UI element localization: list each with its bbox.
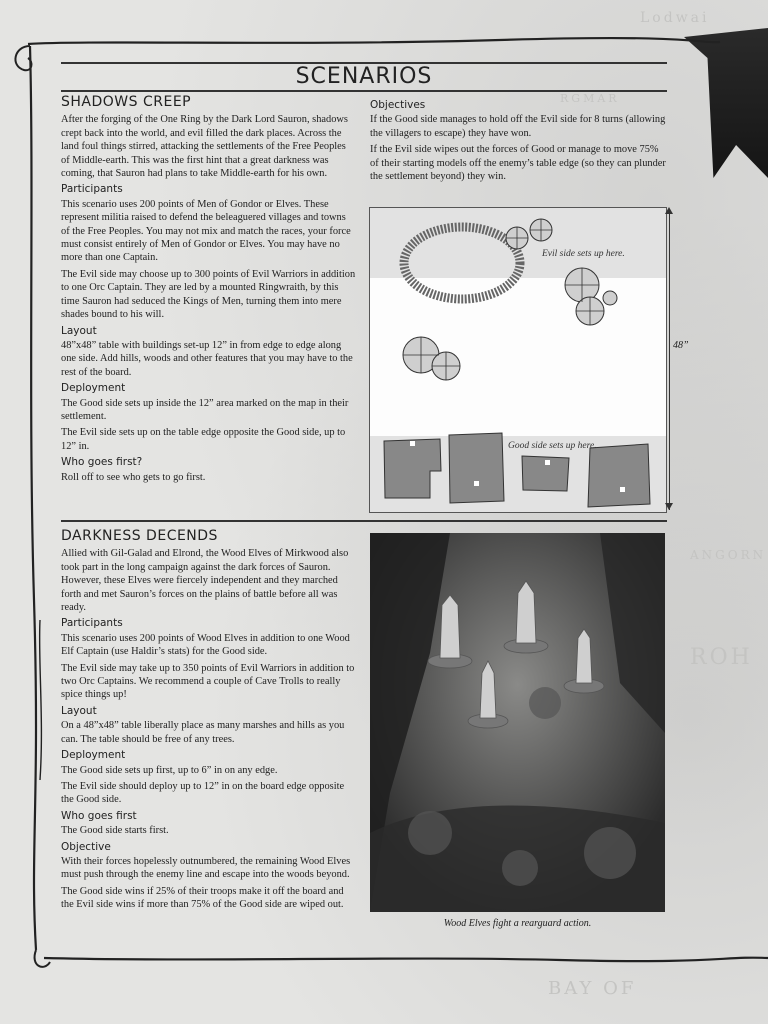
scenario1-deployment-good: The Good side sets up inside the 12” area marked on the map in their settlement. xyxy=(61,397,349,422)
measure-arrow-up xyxy=(665,207,673,214)
scenario2-title: DARKNESS DECENDS xyxy=(61,528,218,544)
scenario2-first-heading: Who goes first xyxy=(61,809,137,822)
scenario1-participants-heading: Participants xyxy=(61,183,123,196)
scenario1-deployment-evil: The Evil side sets up on the table edge opposite the Good side, up to 12” in. xyxy=(61,427,346,452)
evil-setup-label: Evil side sets up here. xyxy=(542,249,625,259)
scenario2-column xyxy=(61,530,357,915)
scenario2-participants-heading: Participants xyxy=(61,617,123,630)
scenario2-layout-heading: Layout xyxy=(61,704,97,717)
scenario2-participants-evil: The Evil side may take up to 350 points of Evil Warriors in addition to two Orc Captains. We recommend a couple of Cave Trolls to really spice things up! xyxy=(61,662,355,701)
measure-line xyxy=(669,210,670,510)
scenario2-deployment-good: The Good side sets up first, up to 6” in on any edge. xyxy=(61,764,278,776)
scenario1-first-text: Roll off to see who gets to go first. xyxy=(61,471,206,483)
scenario2-layout-text: On a 48”x48” table liberally place as many marshes and hills as you can. The table should be free of any trees. xyxy=(61,720,345,745)
page-title: SCENARIOS xyxy=(295,64,433,89)
map-decor-text: ROH xyxy=(690,645,753,670)
scenario1-first-heading: Who goes first? xyxy=(61,456,143,469)
map-decor-text: ANGORN xyxy=(690,548,767,562)
scenario1-objectives-column xyxy=(370,96,666,186)
photo-illustration xyxy=(370,533,665,912)
scenario1-participants-evil: The Evil side may choose up to 300 points of Evil Warriors in addition to one Orc Captain. They are led by a mounted Ringwraith, by this time Sauron had seduced the Kings of Men, turning them into mere shades bound to his will. xyxy=(61,268,356,321)
measure-arrow-down xyxy=(665,503,673,510)
title-rule-bottom xyxy=(61,90,667,92)
scenario2-objective-heading: Objective xyxy=(61,840,111,853)
tree-terrain xyxy=(403,219,617,380)
scenario1-layout-text: 48”x48” table with buildings set-up 12” in from edge to edge along one side. Add hills, woods and other features that you may have to the rest of the board. xyxy=(61,339,353,378)
scenario1-objectives-good: If the Good side manages to hold off the Evil side for 8 turns (allowing the villagers to escape) they have won. xyxy=(370,114,666,139)
scenario1-objectives-evil: If the Evil side wipes out the forces of Good or manage to move 75% of their starting models off the enemy’s table edge (so they can plunder the settlement beyond) they win. xyxy=(370,144,666,183)
scenario2-intro: Allied with Gil-Galad and Elrond, the Wood Elves of Mirkwood also took part in the long campaign against the dark forces of Sauron. However, these Elves were fiercely independent and they marched forth and met Sauron’s forces on the plains of battle before all was ready. xyxy=(61,548,349,614)
scenario1-objectives-heading: Objectives xyxy=(370,99,426,111)
scenario1-left-column xyxy=(61,96,357,487)
scenario1-deployment-heading: Deployment xyxy=(61,382,126,395)
scenario2-first-text: The Good side starts first. xyxy=(61,825,169,837)
photo-caption: Wood Elves fight a rearguard action. xyxy=(443,918,592,929)
map-decor-text: Lodwai xyxy=(640,10,710,26)
table-size-label: 48” xyxy=(673,340,689,351)
scenario1-layout-heading: Layout xyxy=(61,324,97,337)
miniatures-photo xyxy=(370,533,665,912)
scenario-map xyxy=(369,207,667,513)
scenario-divider xyxy=(61,520,667,522)
map-decor-text: RGMAR xyxy=(560,92,620,105)
scenario2-objective-text: With their forces hopelessly outnumbered, the remaining Wood Elves must push through the enemy line and escape into the woods beyond. xyxy=(61,855,351,881)
scenario2-deployment-evil: The Evil side should deploy up to 12” in on the board edge opposite the Good side. xyxy=(61,780,345,806)
scenario1-title: SHADOWS CREEP xyxy=(61,94,192,110)
scenario1-intro: After the forging of the One Ring by the Dark Lord Sauron, shadows crept back into the world, and evil filled the dark places. Across the land foul things stirred, attacking the settlements of the Free Peoples of Middle-earth. This was the first hint that a great darkness was coming, that Sauron had plans to take Middle-earth for his own. xyxy=(61,114,348,180)
scenario2-participants-good: This scenario uses 200 points of Wood Elves in addition to one Wood Elf Captain (use Haldir’s stats) for the Good side. xyxy=(61,632,350,658)
scenario2-victory-text: The Good side wins if 25% of their troops make it off the board and the Evil side wins if more than 75% of the Good side are wiped out. xyxy=(61,885,344,911)
map-decor-text: BAY OF xyxy=(548,978,637,999)
stone-wall-terrain xyxy=(404,227,520,299)
scenario2-deployment-heading: Deployment xyxy=(61,749,126,762)
scenario1-participants-good: This scenario uses 200 points of Men of Gondor or Elves. These represent militia raised to defend the beleaguered villages and towns of the Free Peoples. You may not mix and match the races, your force must consist entirely of Men of Gondor or Elves. You may have no more than one Captain. xyxy=(61,198,351,264)
good-setup-label: Good side sets up here. xyxy=(508,441,597,451)
